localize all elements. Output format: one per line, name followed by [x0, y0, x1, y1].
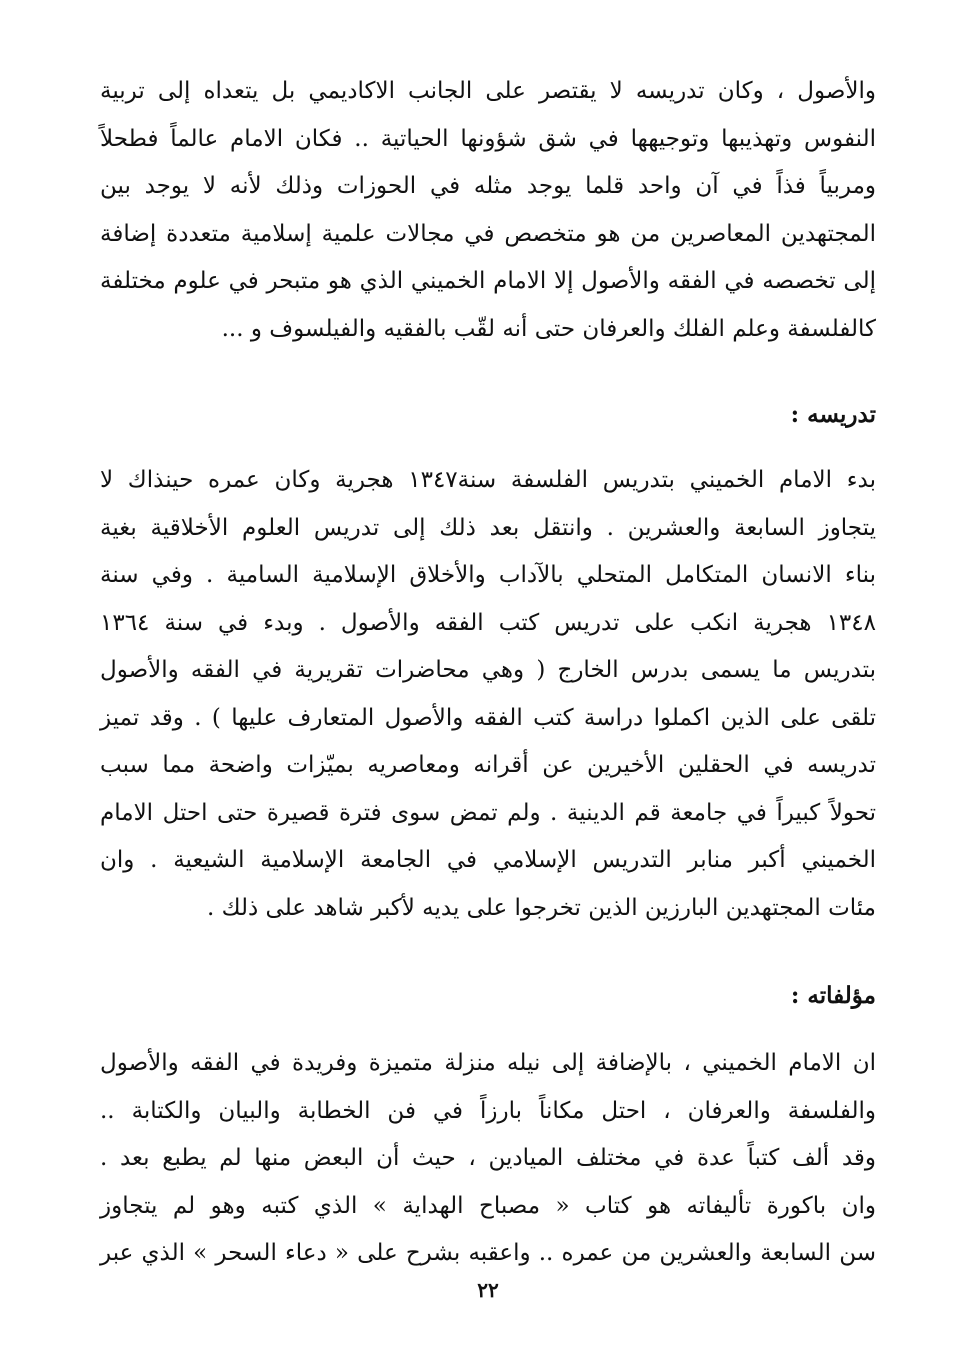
- section-heading-teaching: تدريسه :: [790, 401, 876, 428]
- paragraph-works: [100, 1040, 876, 1278]
- text-line: كالفلسفة وعلم الفلك والعرفان حتى أنه لقّب بالفقيه والفيلسوف و ...: [221, 315, 876, 342]
- text-line: بتدريس ما يسمى بدرس الخارج ( وهي محاضرات تقريرية في الفقه والأصول: [100, 657, 876, 683]
- text-line: تحولاً كبيراً في جامعة قم الدينية . ولم تمض سوى فترة قصيرة حتى احتل الامام: [100, 799, 876, 826]
- text-line: مئات المجتهدين البارزين الذين تخرجوا على يديه لأكبر شاهد على ذلك .: [206, 894, 876, 921]
- text-line: إلى تخصصه في الفقه والأصول إلا الامام الخميني الذي هو متبحر في علوم مختلفة: [100, 268, 876, 294]
- text-line: سن السابعة والعشرين من عمره .. واعقبه بشرح على « دعاء السحر » الذي عبر: [100, 1240, 876, 1266]
- text-line: ان الامام الخميني ، بالإضافة إلى نيله منزلة متميزة وفريدة في الفقه والأصول: [100, 1050, 876, 1076]
- text-line: ومربياً فذاً في آن واحد قلما يوجد مثله في الحوزات وذلك لأنه لا يوجد بين: [100, 173, 876, 199]
- paragraph-teaching-intro: [100, 68, 876, 353]
- text-line: والفلسفة والعرفان ، احتل مكاناً بارزاً في فن الخطابة والبيان والكتابة ..: [100, 1097, 876, 1124]
- text-line: يتجاوز السابعة والعشرين . وانتقل بعد ذلك إلى تدريس العلوم الأخلاقية بغية: [100, 514, 876, 541]
- text-line: والأصول ، وكان تدريسه لا يقتصر على الجانب الاكاديمي بل يتعداه إلى تربية: [100, 78, 876, 104]
- text-line: وقد ألف كتباً عدة في مختلف الميادين ، حيث أن البعض منها لم يطبع بعد .: [100, 1145, 876, 1171]
- text-line: تلقى على الذين اكملوا دراسة كتب الفقه والأصول المتعارف عليها ) . وقد تميز: [100, 704, 876, 731]
- text-line: الخميني أكبر منابر التدريس الإسلامي في الجامعة الإسلامية الشيعية . وان: [100, 847, 876, 873]
- text-line: بناء الانسان المتكامل المتحلي بالآداب والأخلاق الإسلامية السامية . وفي سنة: [100, 562, 876, 588]
- page-number: ٢٢: [477, 1278, 499, 1302]
- text-line: ١٣٤٨ هجرية انكب على تدريس كتب الفقه والأصول . وبدء في سنة ١٣٦٤: [100, 609, 876, 636]
- paragraph-teaching: [100, 457, 876, 932]
- text-line: بدء الامام الخميني بتدريس الفلسفة سنة١٣٤٧ هجرية وكان عمره حينذاك لا: [100, 467, 877, 493]
- section-heading-works: مؤلفاته :: [790, 982, 876, 1009]
- text-line: المجتهدين المعاصرين من هو متخصص في مجالات علمية إسلامية متعددة إضافة: [100, 220, 876, 247]
- text-line: وان باكورة تأليفاته هو كتاب « مصباح الهداية » الذي كتبه وهو لم يتجاوز: [100, 1192, 876, 1219]
- text-line: تدريسه في الحقلين الأخيرين عن أقرانه ومعاصريه بميّزات واضحة مما سبب: [100, 752, 876, 778]
- text-line: النفوس وتهذيبها وتوجيهها في شق شؤونها الحياتية .. فكان الامام عالماً فطحلاً: [100, 125, 876, 152]
